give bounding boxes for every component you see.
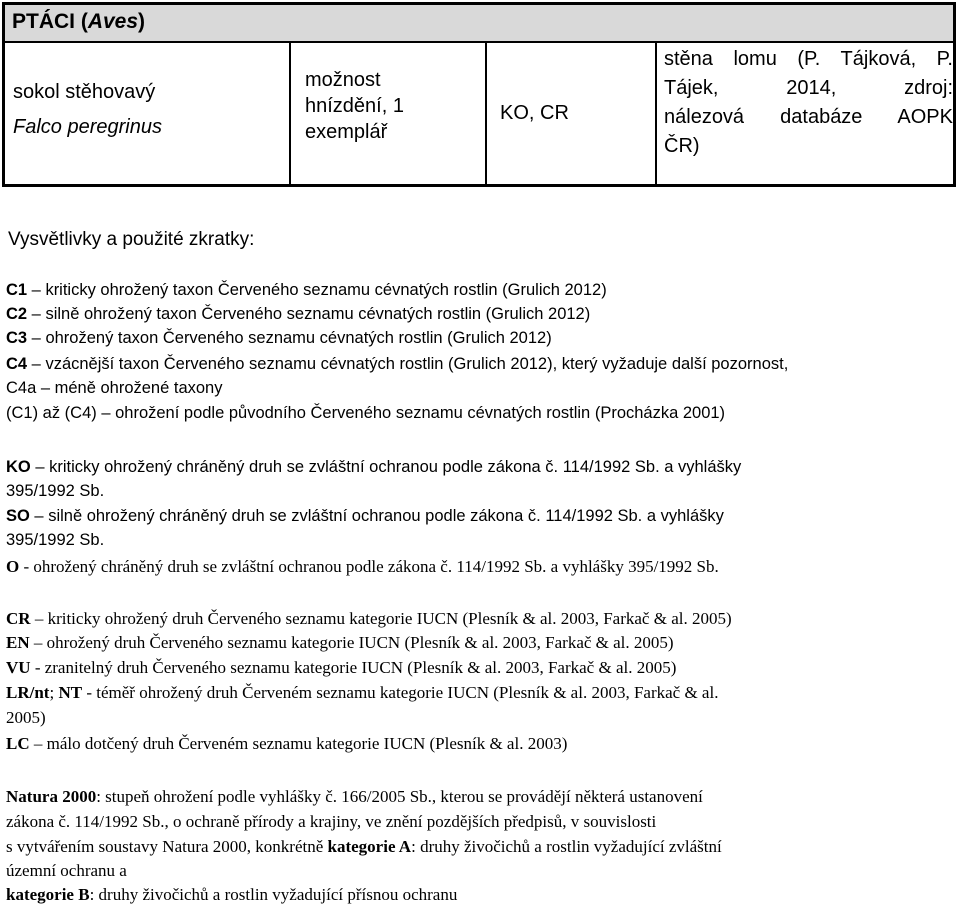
species-table [2, 2, 956, 187]
legend-natura-line4: územní ochranu a [6, 861, 127, 880]
table-header: PTÁCI (Aves) [5, 5, 953, 43]
legend-title: Vysvětlivky a použité zkratky: [8, 229, 255, 250]
protection-cell [487, 43, 657, 184]
species-czech-name: sokol stěhovavý [13, 81, 156, 103]
legend-vu: VU - zranitelný druh Červeného seznamu kategorie IUCN (Plesník & al. 2003, Farkač & al. 2005) [6, 658, 677, 677]
status-line: možnost [305, 69, 381, 91]
legend-natura: Natura 2000: stupeň ohrožení podle vyhlášky č. 166/2005 Sb., kterou se provádějí některá ustanovení [6, 787, 703, 806]
legend-cr: CR – kriticky ohrožený druh Červeného seznamu kategorie IUCN (Plesník & al. 2003, Farkač & al. 2005) [6, 609, 732, 628]
legend-o: O - ohrožený chráněný druh se zvláštní ochranou podle zákona č. 114/1992 Sb. a vyhlášky 395/1992 Sb. [6, 557, 719, 576]
note-line: stěna lomu (P. Tájková, P. [664, 48, 953, 70]
legend-lr-nt: LR/nt; NT - téměř ohrožený druh Červeném seznamu kategorie IUCN (Plesník & al. 2003, Farkač & al. [6, 683, 719, 702]
legend-so-cont: 395/1992 Sb. [6, 531, 105, 549]
legend-lc: LC – málo dotčený druh Červeném seznamu kategorie IUCN (Plesník & al. 2003) [6, 734, 568, 753]
legend-c4: C4 – vzácnější taxon Červeného seznamu cévnatých rostlin (Grulich 2012), který vyžaduje další pozornost, [6, 355, 789, 373]
status-line: exemplář [305, 121, 388, 143]
legend-so: SO – silně ohrožený chráněný druh se zvláštní ochranou podle zákona č. 114/1992 Sb. a vyhlášky [6, 507, 724, 525]
note-line: nálezová databáze AOPK [664, 106, 953, 128]
legend-c3: C3 – ohrožený taxon Červeného seznamu cévnatých rostlin (Grulich 2012) [6, 329, 552, 347]
note-cell [657, 43, 953, 184]
legend-natura-line2: zákona č. 114/1992 Sb., o ochraně přírody a krajiny, ve znění pozdějších předpisů, v souvislosti [6, 812, 657, 831]
note-line: Tájek, 2014, zdroj: [664, 77, 953, 99]
species-cell [5, 43, 291, 184]
status-cell [291, 43, 487, 184]
legend-c4a: C4a – méně ohrožené taxony [6, 379, 223, 397]
legend-c2: C2 – silně ohrožený taxon Červeného seznamu cévnatých rostlin (Grulich 2012) [6, 305, 591, 323]
protection-codes: KO, CR [500, 102, 569, 124]
legend-c1-c4: (C1) až (C4) – ohrožení podle původního Červeného seznamu cévnatých rostlin (Procházka 2001) [6, 404, 726, 422]
legend-ko: KO – kriticky ohrožený chráněný druh se zvláštní ochranou podle zákona č. 114/1992 Sb. a vyhlášky [6, 458, 742, 476]
legend-ko-cont: 395/1992 Sb. [6, 482, 105, 500]
legend-en: EN – ohrožený druh Červeného seznamu kategorie IUCN (Plesník & al. 2003, Farkač & al. 2005) [6, 633, 674, 652]
legend-natura-line3: s vytvářením soustavy Natura 2000, konkrétně kategorie A: druhy živočichů a rostlin vyžadující zvláštní [6, 837, 722, 856]
legend-natura-line5: kategorie B: druhy živočichů a rostlin vyžadující přísnou ochranu [6, 885, 458, 904]
legend-c1: C1 – kriticky ohrožený taxon Červeného seznamu cévnatých rostlin (Grulich 2012) [6, 281, 607, 299]
note-line: ČR) [664, 135, 700, 157]
status-line: hnízdění, 1 [305, 95, 404, 117]
legend-lr-nt-cont: 2005) [6, 708, 46, 727]
species-latin-name: Falco peregrinus [13, 116, 162, 138]
table-row [5, 43, 953, 184]
